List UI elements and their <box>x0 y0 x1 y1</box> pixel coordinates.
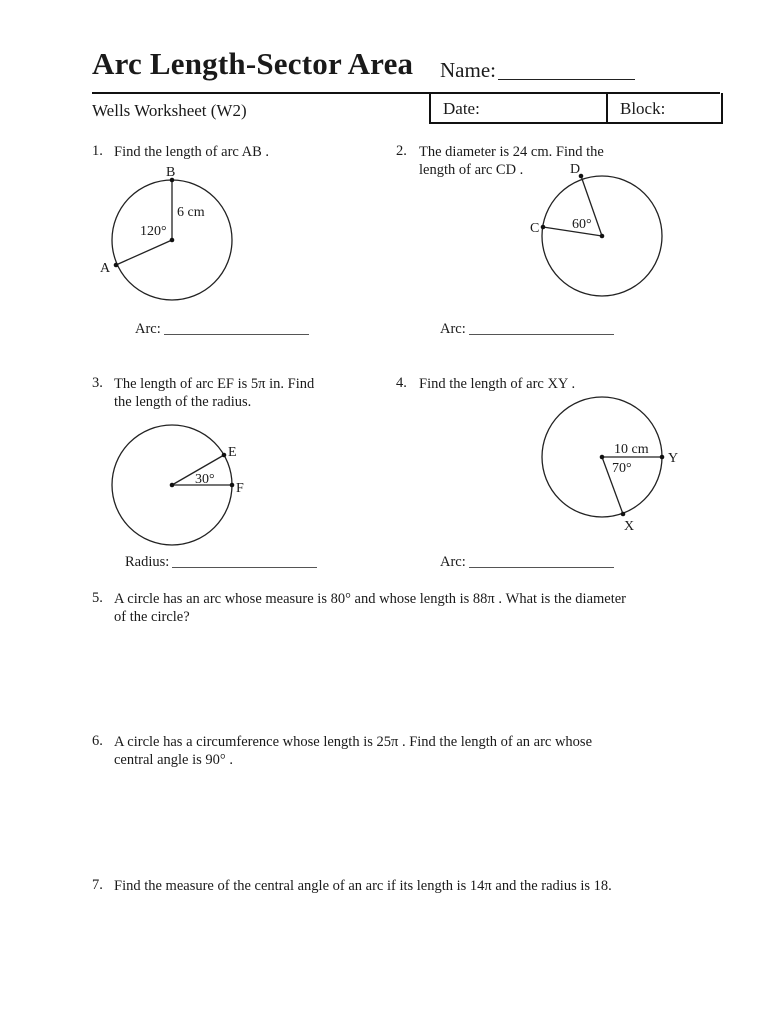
question-2-label-d: D <box>570 162 581 177</box>
question-6-line-2: central angle is 90° . <box>114 752 233 768</box>
question-1-label-a: A <box>100 261 111 276</box>
question-7-line-1: Find the measure of the central angle of an arc if its length is 14π and the radius is 18. <box>114 878 612 894</box>
question-4-point-y-dot <box>660 455 665 460</box>
question-5-line-1: A circle has an arc whose measure is 80° and whose length is 88π . What is the diameter <box>114 591 627 607</box>
question-1-number: 1. <box>92 143 103 159</box>
question-3-line-1: The length of arc EF is 5π in. Find <box>114 376 315 392</box>
name-label: Name: <box>440 58 496 82</box>
question-2-label-angle: 60° <box>572 217 592 232</box>
question-4-label-angle: 70° <box>612 461 632 476</box>
question-1-label-radius: 6 cm <box>177 205 205 220</box>
question-2-label-c: C <box>530 221 540 236</box>
question-3-label-e: E <box>228 445 237 460</box>
question-3-label-angle: 30° <box>195 472 215 487</box>
question-6-number: 6. <box>92 733 103 749</box>
question-1-label-angle: 120° <box>140 224 167 239</box>
question-4-label-y: Y <box>668 451 679 466</box>
question-3-answer-label: Radius: <box>125 554 170 570</box>
block-label: Block: <box>620 99 666 118</box>
question-5-line-2: of the circle? <box>114 609 190 625</box>
question-4-answer-label: Arc: <box>440 554 466 570</box>
question-4-label-x: X <box>624 519 635 534</box>
question-4-label-radius: 10 cm <box>614 442 649 457</box>
question-4-answer-line[interactable] <box>469 567 614 568</box>
question-4-point-x-dot <box>621 512 626 517</box>
question-1-answer-label: Arc: <box>135 321 161 337</box>
question-4-text: Find the length of arc XY . <box>419 376 576 392</box>
question-2-line-1: The diameter is 24 cm. Find the <box>419 144 604 160</box>
question-2-number: 2. <box>396 143 407 159</box>
question-4-center-dot <box>600 455 605 460</box>
worksheet-title: Arc Length-Sector Area <box>92 46 414 81</box>
worksheet-subtitle: Wells Worksheet (W2) <box>92 101 247 120</box>
question-6-line-1: A circle has a circumference whose length is 25π . Find the length of an arc whose <box>114 734 593 750</box>
date-label: Date: <box>443 99 480 118</box>
question-3-number: 3. <box>92 375 103 391</box>
question-3-label-f: F <box>236 481 244 496</box>
question-5-number: 5. <box>92 590 103 606</box>
question-4-number: 4. <box>396 375 407 391</box>
question-1-text: Find the length of arc AB . <box>114 144 270 160</box>
question-3-line-2: the length of the radius. <box>114 394 252 410</box>
question-2-line-2: length of arc CD . <box>419 162 524 178</box>
question-1-label-b: B <box>166 165 176 180</box>
question-2-answer-label: Arc: <box>440 321 466 337</box>
question-7-number: 7. <box>92 877 103 893</box>
